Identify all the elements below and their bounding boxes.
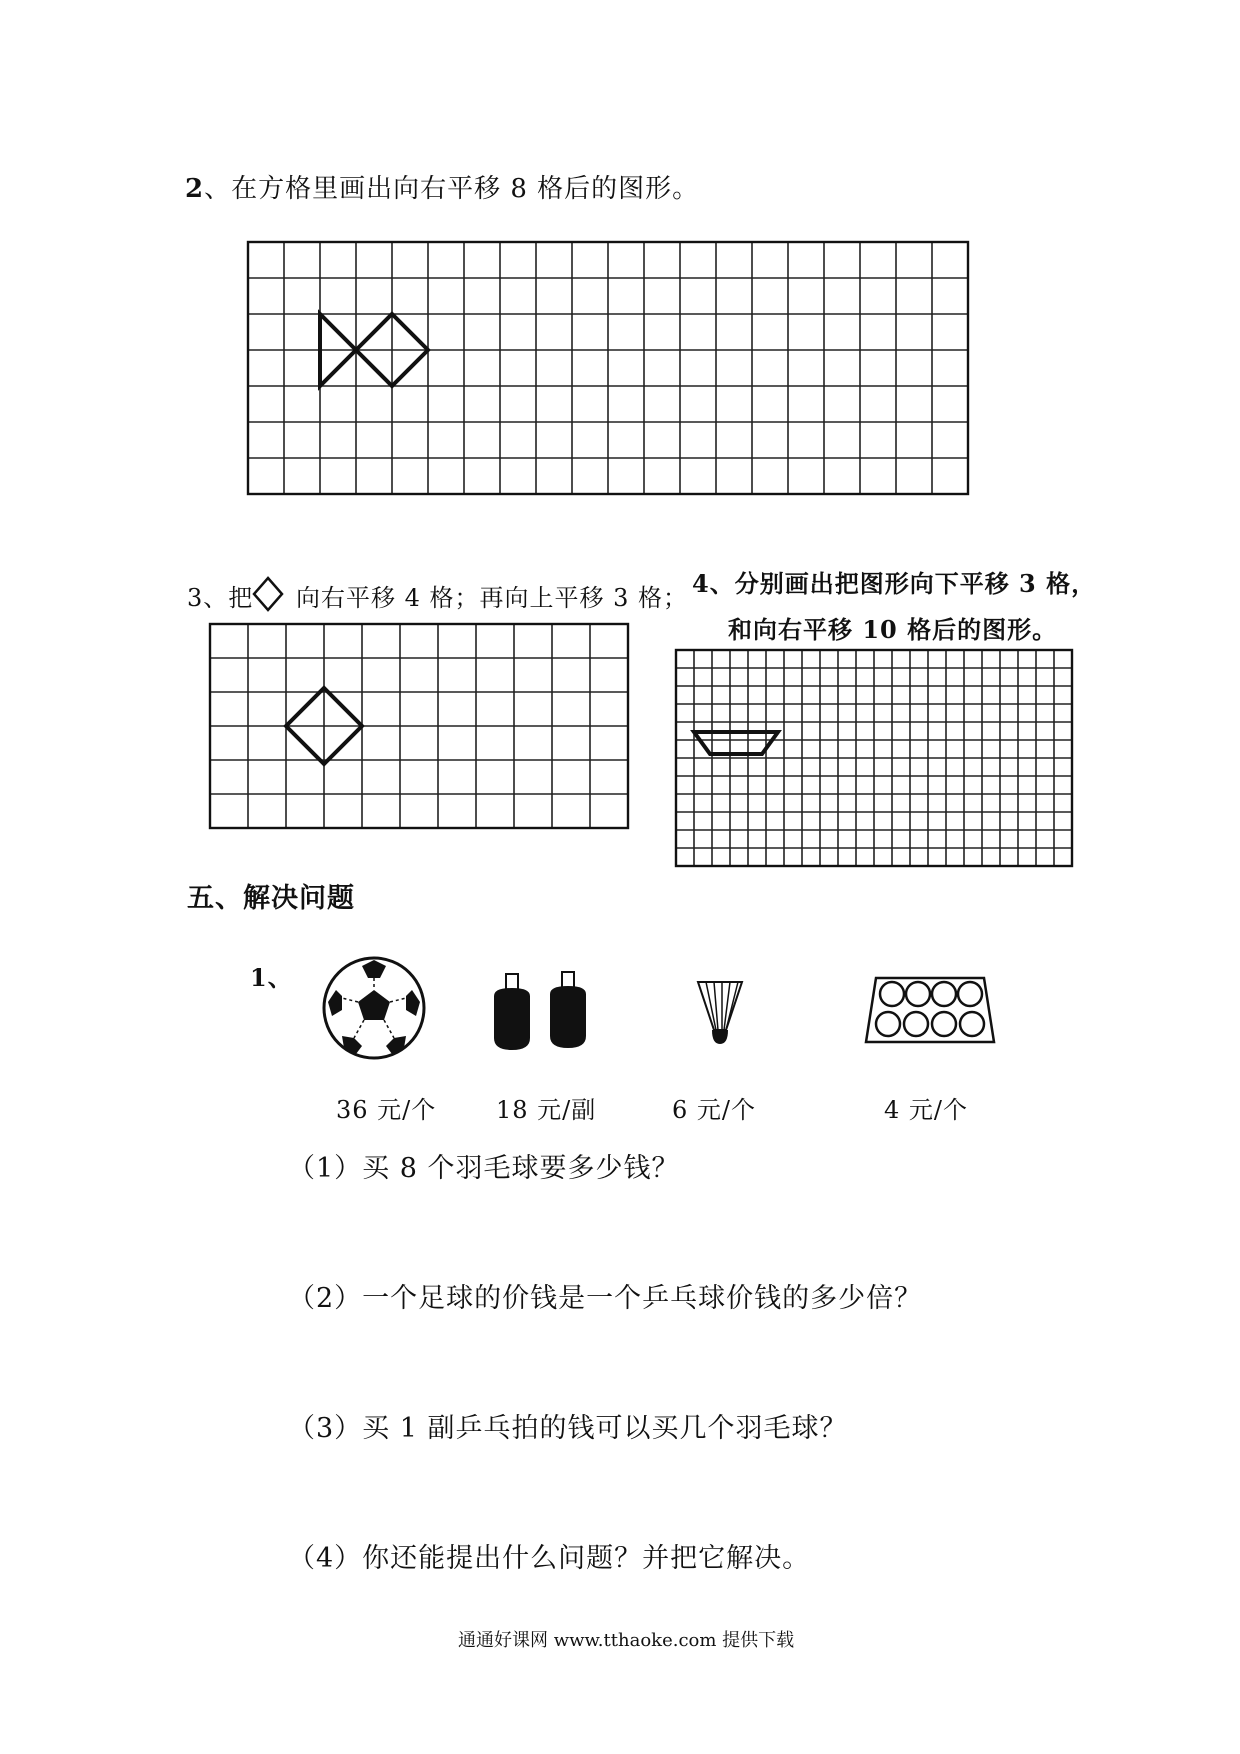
q4-line1: 4、分别画出把图形向下平移 3 格， bbox=[692, 569, 1097, 598]
q4-grid[interactable] bbox=[676, 650, 1082, 876]
q3-instruction bbox=[296, 578, 688, 613]
q3-prefix: 3、把 bbox=[187, 584, 254, 612]
question-3: （3）买 1 副乒乓拍的钱可以买几个羽毛球？ bbox=[288, 1413, 848, 1444]
question-2: （2）一个足球的价钱是一个乒乓球价钱的多少倍？ bbox=[288, 1283, 923, 1314]
ping-pong-paddles-icon bbox=[488, 968, 598, 1054]
q2-heading bbox=[185, 168, 699, 205]
question-1: （1）买 8 个羽毛球要多少钱？ bbox=[288, 1153, 680, 1184]
badminton-shuttlecock-icon bbox=[692, 976, 748, 1048]
q3-grid[interactable] bbox=[210, 624, 630, 828]
q2-grid[interactable] bbox=[248, 242, 994, 492]
diamond-inline-icon bbox=[252, 576, 284, 612]
q3-heading bbox=[187, 578, 253, 613]
price-shuttlecock: 6 元/个 bbox=[672, 1096, 756, 1124]
soccer-ball-icon bbox=[320, 954, 428, 1062]
q2-text: 、在方格里画出向右平移 8 格后的图形。 bbox=[204, 174, 700, 204]
price-ping-pong-ball: 4 元/个 bbox=[884, 1096, 968, 1124]
question-4: （4）你还能提出什么问题？并把它解决。 bbox=[288, 1543, 811, 1574]
problem1-number: 1、 bbox=[250, 963, 293, 992]
q4-line2: 和向右平移 10 格后的图形。 bbox=[728, 615, 1058, 644]
price-ping-pong-paddles: 18 元/副 bbox=[496, 1096, 597, 1124]
q3-suffix: 向右平移 4 格；再向上平移 3 格； bbox=[296, 584, 689, 612]
price-soccer-ball: 36 元/个 bbox=[336, 1096, 437, 1124]
section5-title: 五、解决问题 bbox=[187, 883, 355, 914]
footer-text: 通通好课网 www.tthaoke.com 提供下载 bbox=[458, 1630, 795, 1651]
q2-number: 2 bbox=[185, 174, 205, 204]
ping-pong-balls-box-icon bbox=[862, 972, 998, 1048]
